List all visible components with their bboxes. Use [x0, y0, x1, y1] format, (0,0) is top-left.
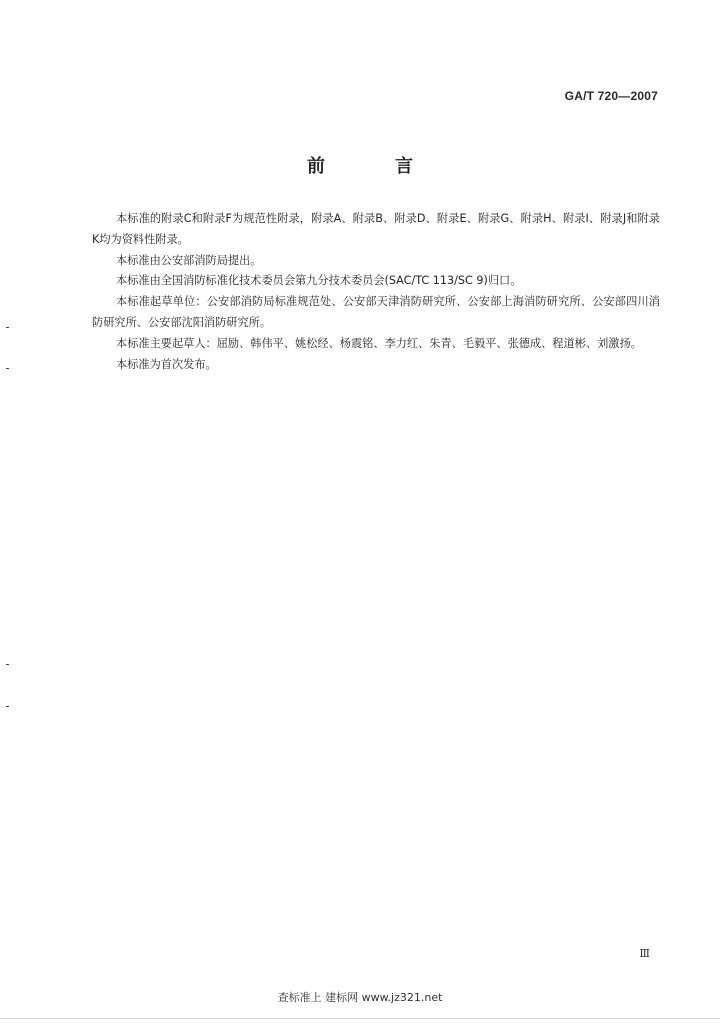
- page-title: 前 言: [307, 156, 439, 177]
- paragraph-proposer: 本标准由公安部消防局提出。: [116, 253, 262, 267]
- standard-code: GA/T 720—2007: [564, 89, 658, 103]
- margin-tick: [6, 664, 9, 665]
- footer-watermark: 查标准上 建标网 www.jz321.net: [277, 991, 443, 1004]
- paragraph-first-release: 本标准为首次发布。: [116, 357, 217, 371]
- paragraph-appendix-note: 本标准的附录C和附录F为规范性附录，附录A、附录B、附录D、附录E、附录G、附录H、附录I、附录J和附录K均为资料性附录。: [92, 212, 660, 246]
- paragraph-drafting-units: 本标准起草单位：公安部消防局标准规范处、公安部天津消防研究所、公安部上海消防研究所、公安部四川消防研究所、公安部沈阳消防研究所。: [92, 295, 660, 329]
- paragraph-drafters: 本标准主要起草人：屈励、韩伟平、姚松经、杨震铭、李力红、朱青、毛毅平、张德成、程道彬、刘激扬。: [116, 336, 642, 350]
- margin-tick: [6, 327, 9, 328]
- margin-tick: [6, 706, 9, 707]
- preface-body: [92, 209, 660, 375]
- footer-divider: [0, 1018, 720, 1019]
- paragraph-jurisdiction: 本标准由全国消防标准化技术委员会第九分技术委员会(SAC/TC 113/SC 9)归口。: [116, 274, 522, 288]
- margin-tick: [6, 368, 9, 369]
- page-number: Ⅲ: [639, 947, 650, 960]
